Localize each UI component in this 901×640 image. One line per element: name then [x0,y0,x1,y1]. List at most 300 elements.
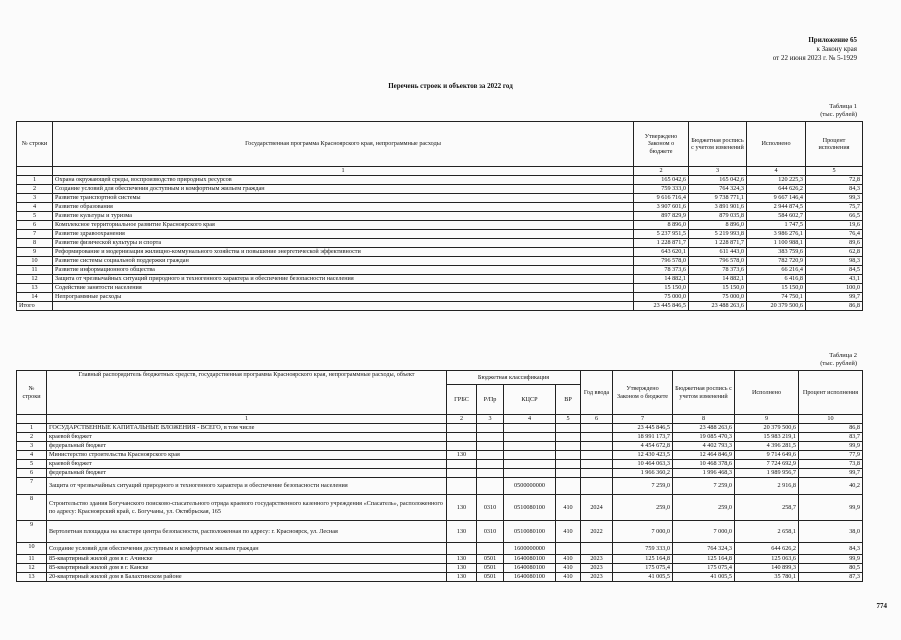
t2-executed-value: 644 626,2 [735,543,799,555]
t2-budget-value: 764 324,3 [673,543,735,555]
t1-executed-value: 9 667 146,4 [747,194,806,203]
t2-rpr: 0310 [477,495,504,521]
t1-percent-value: 99,3 [806,194,863,203]
t2-executed-value: 9 714 649,6 [735,451,799,460]
t2-year [581,433,613,442]
t1-percent-value: 62,8 [806,248,863,257]
t1-approved-value: 759 333,0 [634,185,689,194]
t1-total-executed-value: 20 379 500,6 [747,302,806,311]
table-row [17,185,863,194]
t1-budget-value: 9 738 771,1 [689,194,747,203]
t2-header-classification: Бюджетная классификация [447,371,581,385]
t1-program-name: Создание условий для обеспечения доступным и комфортным жильем граждан [53,185,634,194]
t2-approved-value: 4 454 672,8 [613,442,673,451]
t1-program-name: Развитие информационного общества [53,266,634,275]
t2-object-name: краевой бюджет [47,433,447,442]
t1-percent-value: 75,7 [806,203,863,212]
table-row [17,284,863,293]
t2-index-cell: 3 [477,415,504,424]
t1-budget-value: 5 219 993,8 [689,230,747,239]
t2-kcsr: 0500000000 [504,478,556,495]
t2-year [581,451,613,460]
t2-row-number: 11 [17,555,47,564]
t2-object-name: федеральный бюджет [47,442,447,451]
t2-kcsr: 0510080100 [504,521,556,543]
t2-vr [556,460,581,469]
t2-index-cell: 6 [581,415,613,424]
t2-budget-value: 12 464 846,9 [673,451,735,460]
t2-kcsr [504,469,556,478]
t1-executed-value: 74 750,1 [747,293,806,302]
t2-kcsr [504,451,556,460]
t2-year [581,460,613,469]
t2-object-name: 85-квартирный жилой дом в г. Канске [47,564,447,573]
table-row [17,239,863,248]
t2-grbs [447,478,477,495]
t1-header-program: Государственная программа Красноярского края, непрограммные расходы [53,122,634,167]
t1-percent-value: 72,8 [806,176,863,185]
t2-executed-value: 7 724 692,9 [735,460,799,469]
table-row [17,543,863,555]
t2-header-year: Год ввода [581,371,613,415]
t2-approved-value: 10 464 063,3 [613,460,673,469]
t2-approved-value: 175 075,4 [613,564,673,573]
t1-index-cell: 1 [53,167,634,176]
table-row [17,478,863,495]
t1-row-number: 12 [17,275,53,284]
t2-percent-value: 77,9 [799,451,863,460]
t2-grbs: 130 [447,564,477,573]
t2-executed-value: 2 658,1 [735,521,799,543]
table-row [17,194,863,203]
table-row [17,555,863,564]
t2-row-number: 12 [17,564,47,573]
t2-executed-value: 1 989 956,7 [735,469,799,478]
t2-year [581,424,613,433]
t2-year: 2023 [581,555,613,564]
t1-program-name: Развитие образования [53,203,634,212]
t1-executed-value: 383 759,6 [747,248,806,257]
t2-kcsr [504,460,556,469]
t2-row-number: 9 [17,521,47,543]
t2-executed-value: 2 916,8 [735,478,799,495]
t2-year [581,543,613,555]
t1-percent-value: 98,3 [806,257,863,266]
t2-percent-value: 84,3 [799,543,863,555]
t1-executed-value: 3 986 276,1 [747,230,806,239]
table1-units: (тыс. рублей) [820,111,857,118]
t1-approved-value: 165 042,6 [634,176,689,185]
table-row [17,230,863,239]
t1-executed-value: 1 100 988,1 [747,239,806,248]
t2-approved-value: 7 000,0 [613,521,673,543]
t2-year: 2023 [581,564,613,573]
t1-approved-value: 9 616 716,4 [634,194,689,203]
t1-program-name: Непрограммные расходы [53,293,634,302]
t2-percent-value: 40,2 [799,478,863,495]
table-row [17,212,863,221]
t2-grbs [447,424,477,433]
t2-object-name: Строительство здания Богучанского поисково-спасательного отряда краевого государственного казенного учреждения «Спасатель», расположенного по адресу: Красноярский край, с. Богучаны, ул. Октябрьская, 165 [47,495,447,521]
t2-row-number: 8 [17,495,47,521]
t1-row-number: 2 [17,185,53,194]
t2-row-number: 4 [17,451,47,460]
t2-approved-value: 12 430 423,5 [613,451,673,460]
t2-object-name: 85-квартирный жилой дом в г. Ачинске [47,555,447,564]
t1-percent-value: 84,3 [806,185,863,194]
t2-grbs: 130 [447,555,477,564]
t2-executed-value: 20 379 500,6 [735,424,799,433]
table-row [17,442,863,451]
t2-index-cell: 4 [504,415,556,424]
t2-grbs [447,433,477,442]
t2-grbs [447,469,477,478]
t1-percent-value: 66,5 [806,212,863,221]
t2-grbs [447,543,477,555]
t2-percent-value: 99,9 [799,495,863,521]
table-row [17,266,863,275]
t2-header-vr: ВР [556,385,581,415]
t2-rpr: 0501 [477,564,504,573]
t1-executed-value: 782 720,9 [747,257,806,266]
t2-vr [556,469,581,478]
t2-row-number: 1 [17,424,47,433]
t1-executed-value: 644 626,2 [747,185,806,194]
t1-budget-value: 879 035,8 [689,212,747,221]
t2-object-name: 20-квартирный жилой дом в Балахтинском районе [47,573,447,582]
t2-vr: 410 [556,521,581,543]
t1-percent-value: 43,1 [806,275,863,284]
table-row [17,293,863,302]
t2-index-cell: 1 [47,415,447,424]
t2-approved-value: 759 333,0 [613,543,673,555]
t2-row-number: 7 [17,478,47,495]
table-row [17,176,863,185]
t2-percent-value: 73,8 [799,460,863,469]
t2-vr: 410 [556,573,581,582]
t2-header-no: № строки [17,371,47,415]
t1-approved-value: 796 578,0 [634,257,689,266]
t1-header-pct: Процент исполнения [806,122,863,167]
t2-budget-value: 19 085 470,3 [673,433,735,442]
t1-program-name: Реформирование и модернизация жилищно-коммунального хозяйства и повышение энергетической эффективности [53,248,634,257]
t2-percent-value: 86,8 [799,424,863,433]
t2-index-cell: 8 [673,415,735,424]
t2-vr [556,424,581,433]
t2-row-number: 5 [17,460,47,469]
t2-grbs [447,460,477,469]
t1-percent-value: 99,7 [806,293,863,302]
t2-rpr [477,543,504,555]
t1-program-name: Развитие физической культуры и спорта [53,239,634,248]
table-row [17,460,863,469]
t2-percent-value: 38,0 [799,521,863,543]
t1-percent-value: 100,0 [806,284,863,293]
t2-header-kcsr: КЦСР [504,385,556,415]
t2-vr [556,442,581,451]
t1-executed-value: 15 150,0 [747,284,806,293]
table-row [17,451,863,460]
t1-row-number: 8 [17,239,53,248]
t2-vr: 410 [556,555,581,564]
table-row [17,564,863,573]
t2-row-number: 2 [17,433,47,442]
t1-percent-value: 89,6 [806,239,863,248]
table-row [17,275,863,284]
t1-row-number: 1 [17,176,53,185]
t1-header-executed: Исполнено [747,122,806,167]
t2-index-cell: 10 [799,415,863,424]
t2-header-approved: Утверждено Законом о бюджете [613,371,673,415]
table2-caption-block [820,352,857,368]
t1-header-no: № строки [17,122,53,167]
t2-executed-value: 140 899,3 [735,564,799,573]
t1-budget-value: 611 443,0 [689,248,747,257]
t2-percent-value: 99,9 [799,555,863,564]
t1-approved-value: 1 228 871,7 [634,239,689,248]
t1-row-number: 3 [17,194,53,203]
t2-rpr: 0310 [477,521,504,543]
t2-row-number: 10 [17,543,47,555]
t1-index-cell: 2 [634,167,689,176]
t1-executed-value: 1 747,5 [747,221,806,230]
page-number: 774 [876,602,887,610]
table-row [17,203,863,212]
t1-budget-value: 796 578,0 [689,257,747,266]
t1-percent-value: 19,6 [806,221,863,230]
t2-kcsr [504,442,556,451]
t2-index-cell: 7 [613,415,673,424]
t2-year [581,478,613,495]
t2-rpr: 0501 [477,555,504,564]
t2-kcsr: 1640080100 [504,573,556,582]
t1-program-name: Развитие здравоохранения [53,230,634,239]
t1-program-name: Охрана окружающей среды, воспроизводство природных ресурсов [53,176,634,185]
t2-object-name: Создание условий для обеспечения доступным и комфортным жильем граждан [47,543,447,555]
t1-header-approved: Утверждено Законом о бюджете [634,122,689,167]
t1-approved-value: 643 620,1 [634,248,689,257]
t2-approved-value: 7 259,0 [613,478,673,495]
t2-executed-value: 4 396 281,5 [735,442,799,451]
t2-percent-value: 83,7 [799,433,863,442]
t2-kcsr: 0510080100 [504,495,556,521]
t1-executed-value: 2 944 874,5 [747,203,806,212]
t1-row-number: 10 [17,257,53,266]
t2-rpr [477,469,504,478]
t1-row-number: 4 [17,203,53,212]
t1-budget-value: 78 373,6 [689,266,747,275]
t2-rpr [477,460,504,469]
t1-percent-value: 76,4 [806,230,863,239]
t1-budget-value: 14 882,1 [689,275,747,284]
t2-object-name: Министерство строительства Красноярского края [47,451,447,460]
table-row [17,424,863,433]
t1-row-number: 11 [17,266,53,275]
t2-year: 2022 [581,521,613,543]
t2-object-name: федеральный бюджет [47,469,447,478]
t2-header-pct: Процент исполнения [799,371,863,415]
t2-header-executed: Исполнено [735,371,799,415]
t2-object-name: Защита от чрезвычайных ситуаций природного и техногенного характера и обеспечение безопасности населения [47,478,447,495]
t1-index-cell: 4 [747,167,806,176]
t2-rpr [477,424,504,433]
t1-total-row [17,302,863,311]
t2-approved-value: 23 445 846,5 [613,424,673,433]
t1-budget-value: 8 896,0 [689,221,747,230]
t2-grbs [447,442,477,451]
t1-total-row-number: Итого [17,302,53,311]
table-row [17,469,863,478]
t1-index-cell: 3 [689,167,747,176]
t2-kcsr [504,433,556,442]
t1-approved-value: 5 237 951,5 [634,230,689,239]
t1-executed-value: 66 216,4 [747,266,806,275]
t2-percent-value: 99,9 [799,442,863,451]
table1-caption: Таблица 1 [829,103,857,110]
t2-kcsr [504,424,556,433]
t2-object-name: Вертолетная площадка на кластере центра безопасности, расположенная по адресу: г. Красноярск, ул. Лесная [47,521,447,543]
t1-index-cell [17,167,53,176]
t1-row-number: 9 [17,248,53,257]
t2-percent-value: 80,5 [799,564,863,573]
t2-budget-value: 7 259,0 [673,478,735,495]
t2-approved-value: 259,0 [613,495,673,521]
t2-rpr: 0501 [477,573,504,582]
t1-total-program-name [53,302,634,311]
t2-rpr [477,442,504,451]
t2-vr [556,433,581,442]
table2-caption: Таблица 2 [829,352,857,359]
t2-row-number: 13 [17,573,47,582]
t1-budget-value: 15 150,0 [689,284,747,293]
t1-approved-value: 14 882,1 [634,275,689,284]
t1-program-name: Развитие транспортной системы [53,194,634,203]
t2-year: 2024 [581,495,613,521]
t2-object-name: краевой бюджет [47,460,447,469]
table-row [17,248,863,257]
t2-vr [556,478,581,495]
t2-header-budget: Бюджетная роспись с учетом изменений [673,371,735,415]
t1-executed-value: 6 416,8 [747,275,806,284]
t2-budget-value: 4 402 793,3 [673,442,735,451]
t2-header-object: Главный распорядитель бюджетных средств, государственная программа Красноярского края, непрограммные расходы, объект [47,371,447,415]
table-row [17,495,863,521]
t2-year [581,469,613,478]
t2-executed-value: 15 983 219,1 [735,433,799,442]
t2-header-rpr: Р/Пр [477,385,504,415]
table2-units: (тыс. рублей) [820,360,857,367]
t1-header-budget: Бюджетная роспись с учетом изменений [689,122,747,167]
t1-percent-value: 84,5 [806,266,863,275]
table-row [17,221,863,230]
t1-approved-value: 15 150,0 [634,284,689,293]
appendix-date: от 22 июня 2023 г. № 5-1929 [772,54,857,62]
t1-executed-value: 584 602,7 [747,212,806,221]
t1-index-row [17,167,863,176]
t1-program-name: Содействие занятости населения [53,284,634,293]
t2-index-row [17,415,863,424]
t2-row-number: 3 [17,442,47,451]
t2-index-cell: 2 [447,415,477,424]
t2-grbs: 130 [447,521,477,543]
appendix-header [773,36,857,63]
t2-percent-value: 87,3 [799,573,863,582]
t2-index-cell: 5 [556,415,581,424]
t1-row-number: 5 [17,212,53,221]
t1-program-name: Развитие системы социальной поддержки граждан [53,257,634,266]
t2-vr: 410 [556,564,581,573]
table-row [17,433,863,442]
t1-approved-value: 897 829,9 [634,212,689,221]
t2-grbs: 130 [447,495,477,521]
t1-executed-value: 120 225,3 [747,176,806,185]
t1-row-number: 7 [17,230,53,239]
t2-budget-value: 175 075,4 [673,564,735,573]
t2-executed-value: 35 780,1 [735,573,799,582]
t2-year [581,442,613,451]
t2-year: 2023 [581,573,613,582]
table-row [17,521,863,543]
t1-total-budget-value: 23 488 263,6 [689,302,747,311]
t2-row-number: 6 [17,469,47,478]
t2-kcsr: 1640080100 [504,564,556,573]
t1-approved-value: 8 896,0 [634,221,689,230]
t1-program-name: Комплексное территориальное развитие Красноярского края [53,221,634,230]
t1-budget-value: 75 000,0 [689,293,747,302]
t1-index-cell: 5 [806,167,863,176]
table2 [16,370,863,582]
t2-rpr [477,478,504,495]
t2-budget-value: 259,0 [673,495,735,521]
t2-grbs: 130 [447,451,477,460]
t1-row-number: 13 [17,284,53,293]
t1-budget-value: 764 324,3 [689,185,747,194]
t2-kcsr: 1640080100 [504,555,556,564]
t2-budget-value: 7 000,0 [673,521,735,543]
t2-approved-value: 1 966 360,2 [613,469,673,478]
t2-executed-value: 258,7 [735,495,799,521]
t2-grbs: 130 [447,573,477,582]
t1-approved-value: 75 000,0 [634,293,689,302]
t1-approved-value: 78 373,6 [634,266,689,275]
t1-row-number: 14 [17,293,53,302]
t1-approved-value: 3 907 601,6 [634,203,689,212]
appendix-number: Приложение 65 [808,36,857,44]
appendix-law: к Закону края [816,45,857,53]
t2-object-name: ГОСУДАРСТВЕННЫЕ КАПИТАЛЬНЫЕ ВЛОЖЕНИЯ - ВСЕГО, в том числе [47,424,447,433]
table-row [17,257,863,266]
t1-program-name: Развитие культуры и туризма [53,212,634,221]
t2-rpr [477,433,504,442]
table1-caption-block [820,103,857,119]
t2-executed-value: 125 063,6 [735,555,799,564]
t2-index-cell [17,415,47,424]
t1-total-approved-value: 23 445 846,5 [634,302,689,311]
document-title: Перечень строек и объектов за 2022 год [388,82,513,90]
t2-budget-value: 23 488 263,6 [673,424,735,433]
t1-total-percent-value: 86,8 [806,302,863,311]
t1-program-name: Защита от чрезвычайных ситуаций природного и техногенного характера и обеспечение безопасности населения [53,275,634,284]
t2-approved-value: 125 164,8 [613,555,673,564]
table-row [17,573,863,582]
t2-budget-value: 1 996 468,3 [673,469,735,478]
t2-budget-value: 41 005,5 [673,573,735,582]
t1-budget-value: 3 891 901,6 [689,203,747,212]
t2-percent-value: 99,7 [799,469,863,478]
t2-vr [556,543,581,555]
t1-budget-value: 1 228 871,7 [689,239,747,248]
t2-budget-value: 125 164,8 [673,555,735,564]
